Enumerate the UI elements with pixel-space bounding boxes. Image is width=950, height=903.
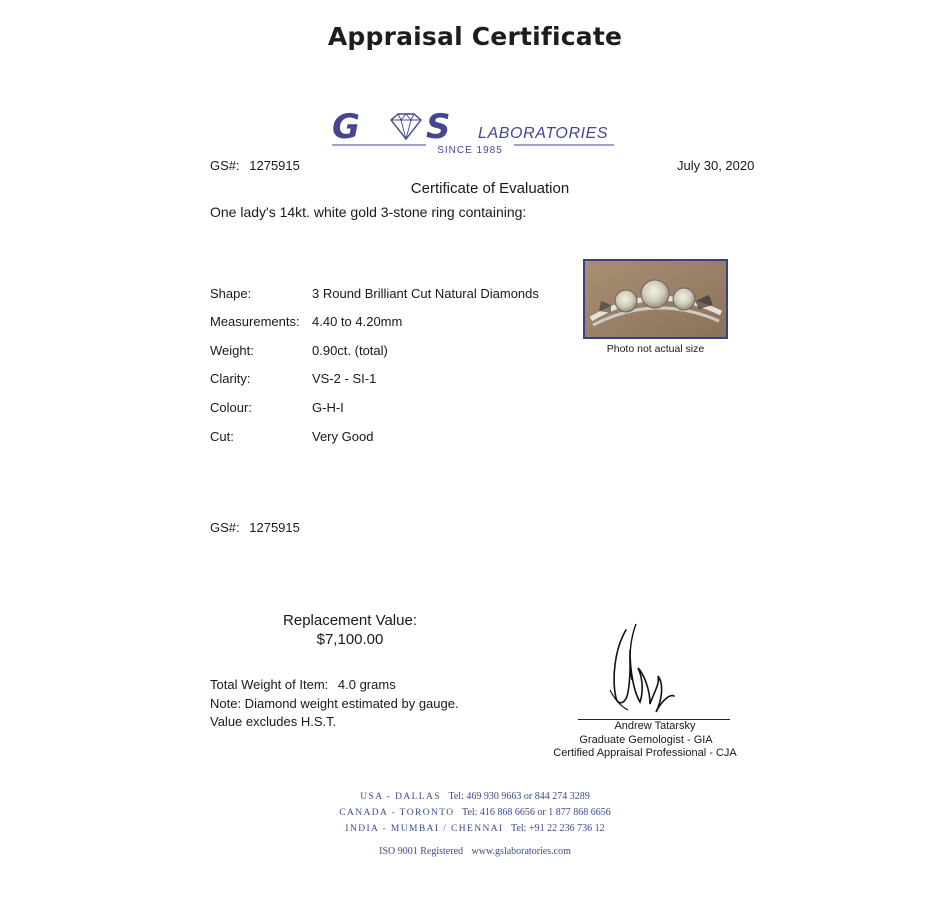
contact-india [0, 823, 950, 834]
total-weight-value: 4.0 grams [337, 677, 396, 692]
spec-value-clarity: VS-2 - SI-1 [312, 371, 377, 386]
replacement-value-amount: $7,100.00 [316, 631, 384, 648]
page-title: Appraisal Certificate [327, 22, 623, 51]
spec-value-shape: 3 Round Brilliant Cut Natural Diamonds [312, 286, 539, 301]
contact-india-phone: Tel: +91 22 236 736 12 [511, 823, 605, 834]
gs-number: 1275915 [249, 158, 300, 173]
logo-letter-s: S [426, 108, 451, 147]
contact-canada-phone: Tel: 416 868 6656 or 1 877 868 6656 [462, 807, 611, 818]
spec-value-weight: 0.90ct. (total) [312, 343, 388, 358]
spec-value-measurements: 4.40 to 4.20mm [312, 314, 403, 329]
photo-caption: Photo not actual size [606, 343, 705, 355]
total-weight [210, 677, 396, 692]
replacement-value-label: Replacement Value: [283, 612, 417, 629]
signatory-name: Andrew Tatarsky [614, 720, 696, 732]
ring-photo [583, 259, 728, 339]
tax-note: Value excludes H.S.T. [210, 714, 337, 729]
logo-letter-g: G [332, 108, 360, 147]
gs-label-footer: GS#: [210, 520, 240, 535]
spec-label-shape: Shape: [210, 286, 252, 301]
gs-label: GS#: [210, 158, 240, 173]
spec-value-cut: Very Good [312, 429, 374, 444]
contact-canada [0, 807, 950, 818]
logo-graphic [330, 108, 620, 156]
item-description: One lady's 14kt. white gold 3-stone ring containing: [210, 204, 527, 220]
spec-value-colour: G-H-I [312, 400, 344, 415]
ring-image [585, 261, 726, 337]
contact-canada-location: CANADA - TORONTO [339, 808, 455, 818]
diamond-weight-note: Note: Diamond weight estimated by gauge. [210, 696, 459, 711]
signature [600, 620, 690, 730]
spec-label-cut: Cut: [210, 429, 234, 444]
contact-usa-phone: Tel: 469 930 9663 or 844 274 3289 [448, 791, 590, 802]
signatory-title-cja: Certified Appraisal Professional - CJA [553, 747, 737, 759]
diamond-icon [391, 114, 421, 139]
spec-label-weight: Weight: [210, 343, 254, 358]
contact-india-location: INDIA - MUMBAI / CHENNAI [345, 824, 504, 834]
website-link[interactable]: www.gslaboratories.com [471, 846, 571, 857]
iso-registration: ISO 9001 Registered [379, 846, 464, 857]
certificate-heading: Certificate of Evaluation [410, 180, 570, 197]
registration [0, 846, 950, 857]
spec-label-colour: Colour: [210, 400, 252, 415]
signatory-title-gia: Graduate Gemologist - GIA [579, 734, 713, 746]
total-weight-label: Total Weight of Item: [210, 677, 329, 692]
contact-usa-location: USA - DALLAS [360, 792, 441, 802]
certificate-date: July 30, 2020 [677, 158, 755, 173]
gs-number-header [210, 158, 300, 173]
gs-laboratories-logo [330, 108, 620, 156]
contact-usa [0, 791, 950, 802]
spec-label-measurements: Measurements: [210, 314, 300, 329]
spec-label-clarity: Clarity: [210, 371, 251, 386]
logo-laboratories: LABORATORIES [478, 125, 609, 142]
gs-number-footer-value: 1275915 [249, 520, 300, 535]
logo-since: SINCE 1985 [437, 145, 503, 156]
gs-number-footer [210, 520, 300, 535]
